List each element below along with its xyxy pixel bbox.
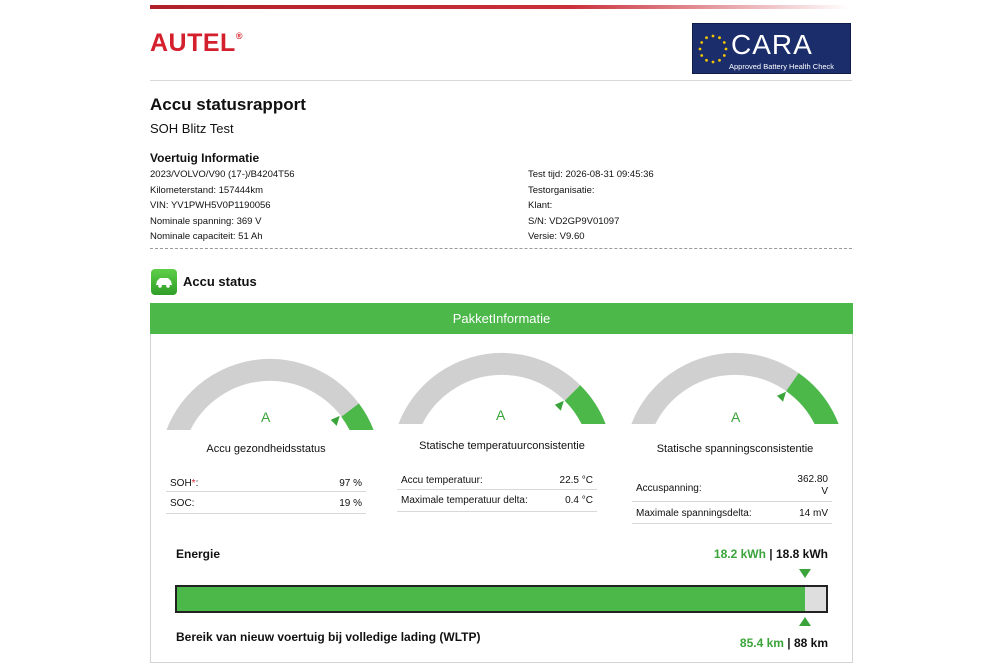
health-grade: A	[261, 409, 271, 425]
accu-temp-row	[397, 470, 597, 490]
accu-temp-value: 22.5 °C	[559, 475, 593, 486]
customer: Klant:	[528, 200, 553, 211]
header-divider	[150, 80, 852, 81]
accu-voltage-row	[632, 472, 832, 502]
vehicle-model: 2023/VOLVO/V90 (17-)/B4204T56	[150, 169, 295, 180]
temperature-metrics	[397, 470, 597, 512]
soh-value: 97 %	[339, 478, 362, 489]
nominal-capacity: Nominale capaciteit: 51 Ah	[150, 231, 263, 242]
battery-car-icon	[151, 269, 177, 295]
soh-star: *	[191, 478, 196, 489]
voltage-gauge-pointer	[777, 392, 786, 402]
soh-label: SOH	[170, 478, 192, 489]
voltage-gauge-title: Statische spanningsconsistentie	[656, 443, 814, 455]
nominal-voltage: Nominale spanning: 369 V	[150, 215, 262, 227]
eu-star	[723, 54, 726, 57]
accu-temp-label: Accu temperatuur:	[401, 475, 483, 486]
voltage-grade: A	[731, 409, 741, 425]
voltage-delta-label: Maximale spanningsdelta:	[636, 508, 752, 519]
eu-star	[718, 59, 721, 62]
energy-separator: |	[765, 547, 776, 561]
temp-delta-value: 0.4 °C	[565, 495, 593, 506]
vehicle-info-right	[528, 167, 654, 245]
cara-word: CARA	[731, 29, 813, 60]
temperature-gauge-pointer	[555, 401, 564, 411]
temperature-grade: A	[496, 407, 506, 423]
health-gauge-title: Accu gezondheidsstatus	[206, 443, 326, 455]
soh-row	[166, 472, 366, 492]
soc-label: SOC:	[170, 498, 195, 509]
range-marker-bottom	[799, 617, 811, 626]
accu-voltage-value: 362.80	[797, 474, 828, 485]
temp-delta-label: Maximale temperatuur delta:	[401, 495, 528, 506]
package-info-header: PakketInformatie	[150, 303, 853, 334]
eu-star	[712, 35, 715, 38]
range-label: Bereik van nieuw voertuig bij volledige lading (WLTP)	[176, 630, 481, 644]
eu-star	[718, 36, 721, 39]
temperature-gauge-level	[573, 393, 597, 424]
voltage-gauge-level	[792, 382, 829, 424]
eu-star	[725, 48, 728, 51]
voltage-metrics	[632, 472, 832, 524]
eu-star	[723, 41, 726, 44]
test-time: Test tijd: 2026-08-31 09:45:36	[528, 169, 654, 180]
vehicle-mileage: Kilometerstand: 157444km	[150, 184, 264, 196]
soc-row	[166, 492, 366, 514]
eu-stars-icon	[697, 28, 729, 70]
header-accent-line	[150, 5, 850, 9]
energy-nominal: 18.8 kWh	[775, 547, 828, 561]
accu-voltage-label: Accuspanning:	[636, 483, 702, 494]
health-gauge-level	[350, 410, 364, 430]
eu-star	[700, 41, 703, 44]
energy-marker-top	[799, 569, 811, 578]
eu-star	[712, 61, 715, 64]
range-current: 85.4 km	[739, 636, 784, 650]
range-value	[740, 636, 828, 650]
health-gauge-pointer	[331, 416, 340, 426]
energy-current: 18.2 kWh	[713, 547, 766, 561]
accu-status-label: Accu status	[183, 274, 257, 289]
temp-delta-row	[397, 490, 597, 512]
soc-value: 19 %	[339, 498, 362, 509]
vehicle-info-left	[150, 167, 295, 245]
voltage-delta-value: 14 mV	[799, 508, 828, 519]
energy-value	[714, 547, 828, 561]
energy-label: Energie	[176, 547, 221, 561]
software-version: Versie: V9.60	[528, 231, 585, 242]
energy-bar-fill	[177, 587, 805, 611]
accu-voltage-unit: V	[821, 486, 828, 497]
soh-suffix: :	[195, 478, 199, 489]
autel-logo: AUTEL®	[150, 29, 243, 57]
report-subtitle: SOH Blitz Test	[150, 121, 234, 136]
vehicle-info-heading: Voertuig Informatie	[150, 151, 260, 165]
vehicle-vin: VIN: YV1PWH5V0P1190056	[150, 200, 271, 211]
cara-subtitle: Approved Battery Health Check	[729, 62, 835, 71]
eu-star	[705, 36, 708, 39]
eu-star	[700, 54, 703, 57]
test-organisation: Testorganisatie:	[528, 184, 595, 196]
eu-star	[705, 59, 708, 62]
cara-badge	[692, 23, 851, 74]
section-divider	[150, 248, 852, 249]
temperature-gauge-title: Statische temperatuurconsistentie	[419, 440, 585, 452]
eu-star	[699, 48, 702, 51]
health-metrics	[166, 472, 366, 514]
range-separator: |	[783, 636, 794, 650]
energy-bar	[175, 585, 828, 613]
voltage-delta-row	[632, 502, 832, 524]
serial-number: S/N: VD2GP9V01097	[528, 215, 620, 227]
range-nominal: 88 km	[793, 636, 828, 650]
report-title: Accu statusrapport	[150, 95, 306, 114]
